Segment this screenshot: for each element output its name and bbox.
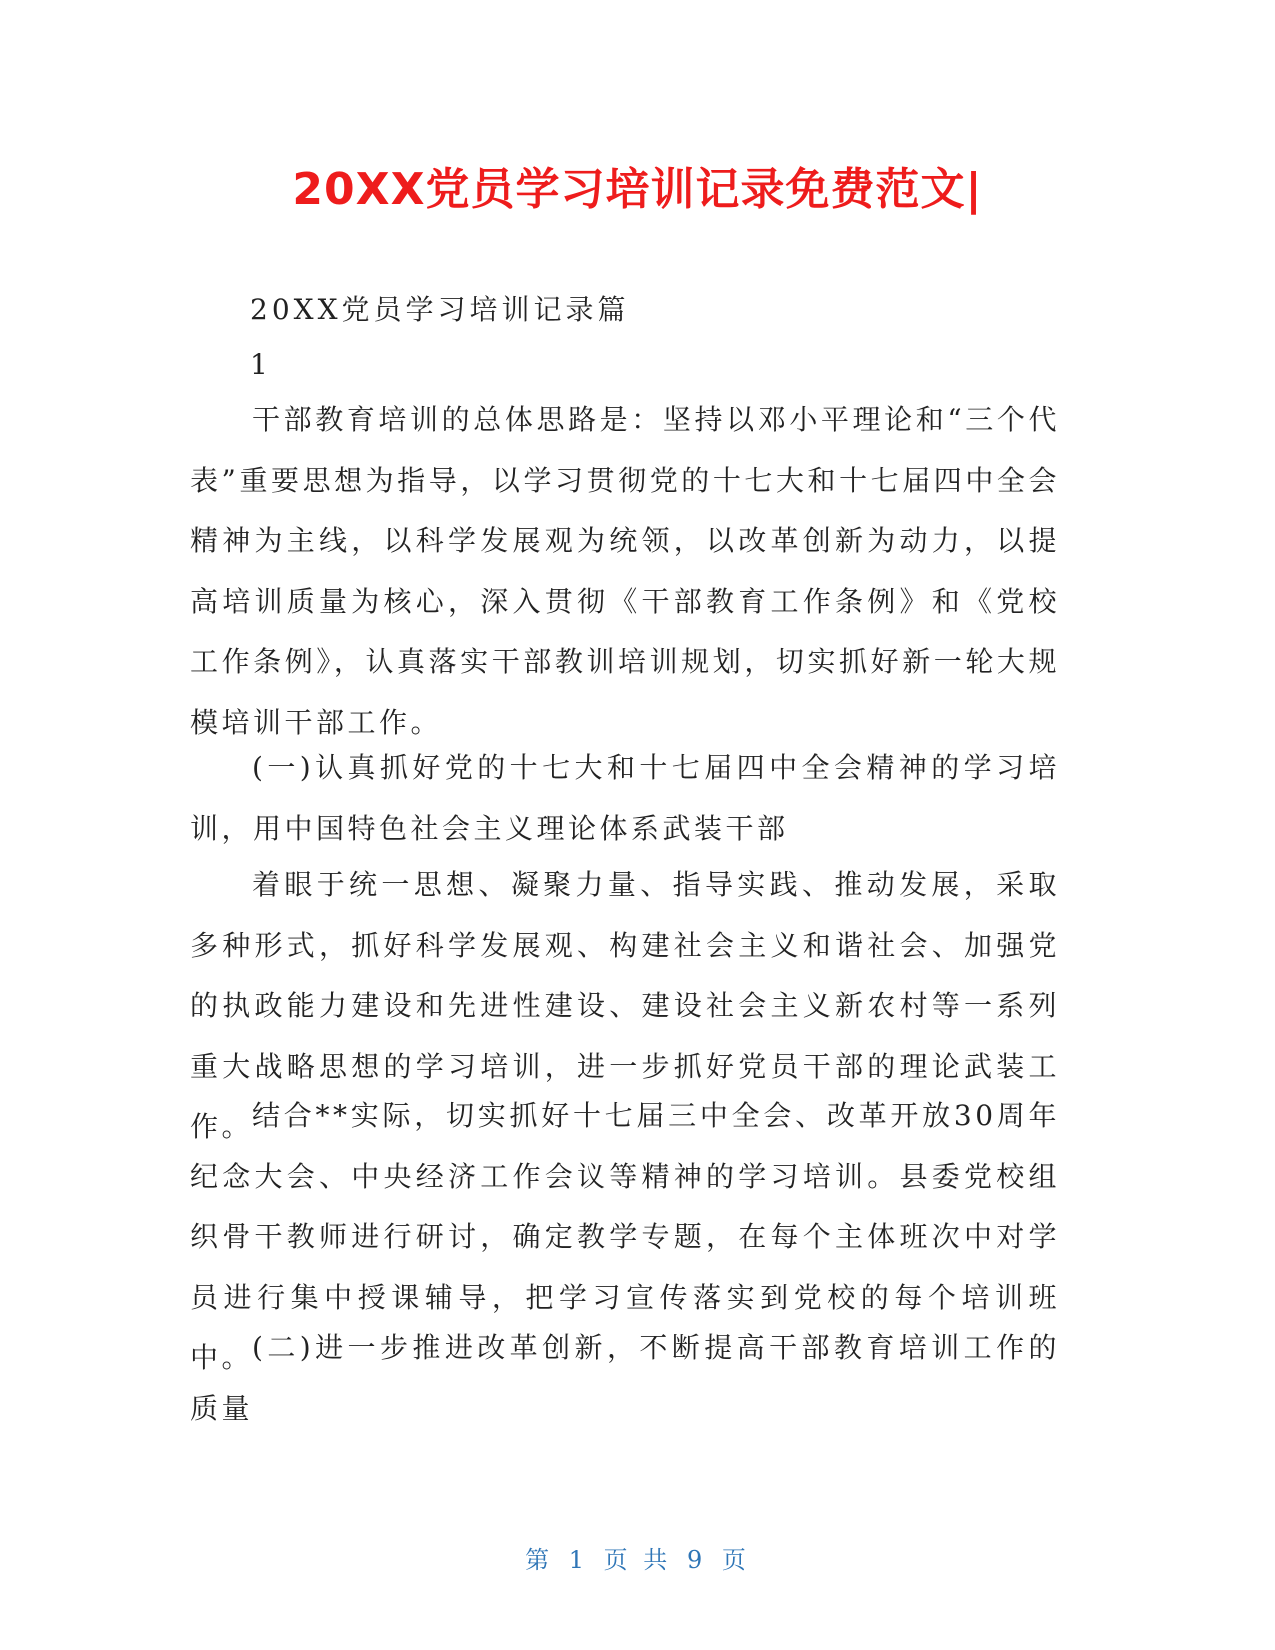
document-subtitle: 20XX党员学习培训记录篇 — [250, 293, 630, 326]
footer-suffix: 页 — [721, 1546, 750, 1574]
document-subtitle-number: 1 — [250, 348, 272, 381]
footer-current-page: 1 — [568, 1546, 589, 1574]
document-title: 20XX党员学习培训记录免费范文| — [292, 164, 983, 215]
footer-total-pages: 9 — [686, 1546, 707, 1574]
paragraph-4: 结合**实际，切实抓好十七届三中全会、改革开放30周年纪念大会、中央经济工作会议等精神的学习培训。县委党校组织骨干教师进行研讨，确定教学专题，在每个主体班次中对学员进行集中授课辅导，把学习宣传落实到党校的每个培训班中。 — [190, 1099, 1060, 1374]
page-footer — [0, 1540, 1275, 1575]
paragraph-2: (一)认真抓好党的十七大和十七届四中全会精神的学习培训，用中国特色社会主义理论体系武装干部 — [190, 751, 1060, 845]
paragraph-5: (二)进一步推进改革创新，不断提高干部教育培训工作的质量 — [190, 1331, 1060, 1425]
paragraph-3: 着眼于统一思想、凝聚力量、指导实践、推动发展，采取多种形式，抓好科学发展观、构建社会主义和谐社会、加强党的执政能力建设和先进性建设、建设社会主义新农村等一系列重大战略思想的学习培训，进一步抓好党员干部的理论武装工作。 — [190, 868, 1060, 1143]
footer-prefix: 第 — [525, 1546, 554, 1574]
footer-middle: 页 共 — [603, 1546, 672, 1574]
paragraph-1: 干部教育培训的总体思路是：坚持以邓小平理论和“三个代表”重要思想为指导，以学习贯彻党的十七大和十七届四中全会精神为主线，以科学发展观为统领，以改革创新为动力，以提高培训质量为核心，深入贯彻《干部教育工作条例》和《党校工作条例》，认真落实干部教训培训规划，切实抓好新一轮大规模培训干部工作。 — [190, 403, 1060, 739]
